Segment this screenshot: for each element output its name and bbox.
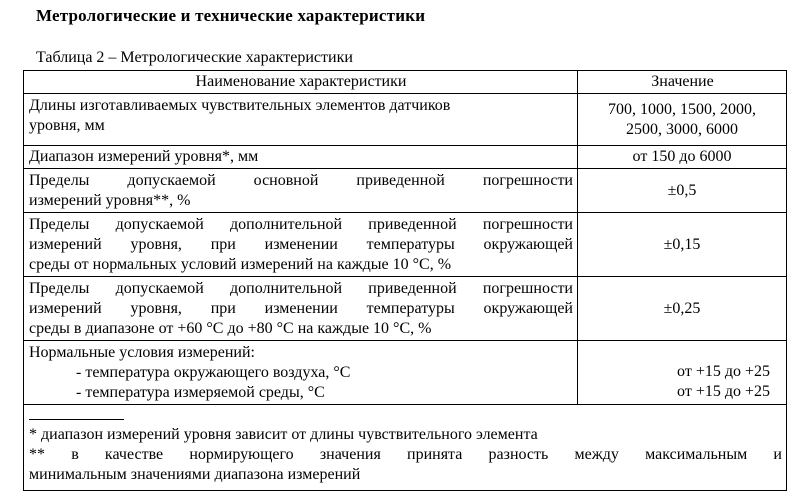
normal-conditions-name-cell [24,341,578,405]
add-error-ambient-name-cell [24,213,578,277]
spacer-line [578,342,786,362]
text-line: Длины изготавливаемых чувствительных элементов датчиков [29,97,451,114]
table-row-normal-conditions [24,341,787,405]
text-line: 700, 1000, 1500, 2000, [608,100,756,118]
text-line: измерений уровня, при изменении температуры окружающей [29,236,573,253]
text-line: от +15 до +25 [677,363,770,380]
table-header-row [24,71,787,94]
text-line: Пределы допускаемой основной приведенной погрешности [29,172,573,189]
text-line: уровня, мм [29,117,105,134]
text-line: измерений уровня**, % [29,192,191,209]
page-title: Метрологические и технические характеристики [36,6,426,25]
table-caption: Таблица 2 – Метрологические характеристики [36,49,353,66]
header-cell-name: Наименование характеристики [24,71,578,94]
text-line: 2500, 3000, 6000 [626,120,738,138]
table-row-range [24,146,787,169]
footnote-2-line1: ** в качестве нормирующего значения принята разность между максимальным и [29,446,782,463]
table-row-footnotes [24,405,787,491]
table-row-add-error-range [24,277,787,341]
lengths-name-cell [24,94,578,146]
footnote-separator [29,419,124,420]
table-row-add-error-ambient [24,213,787,277]
footnote-1: * диапазон измерений уровня зависит от длины чувствительного элемента [29,426,538,443]
footnotes-cell [24,405,787,491]
basic-error-value-cell: ±0,5 [578,169,787,213]
text-line: среды от нормальных условий измерений на каждые 10 °С, % [29,256,452,273]
add-error-ambient-value-cell: ±0,15 [578,213,787,277]
table-row-basic-error [24,169,787,213]
basic-error-name-cell [24,169,578,213]
text-line: Пределы допускаемой дополнительной приведенной погрешности [29,216,573,233]
normal-conditions-value-cell [578,341,787,405]
text-line: измерений уровня, при изменении температуры окружающей [29,300,573,317]
text-line: - температура окружающего воздуха, °С [76,364,351,381]
metrology-table [23,70,787,491]
lengths-value-cell [578,94,787,146]
add-error-range-name-cell [24,277,578,341]
text-line: - температура измеряемой среды, °С [76,384,325,401]
header-cell-value: Значение [578,71,787,94]
table-row-lengths [24,94,787,146]
footnote-2-line2: минимальным значениями диапазона измерений [29,466,361,483]
range-name-cell: Диапазон измерений уровня*, мм [24,146,578,169]
range-value-cell: от 150 до 6000 [578,146,787,169]
text-line: среды в диапазоне от +60 °С до +80 °С на каждые 10 °С, % [29,320,432,337]
add-error-range-value-cell: ±0,25 [578,277,787,341]
text-line: Пределы допускаемой дополнительной приведенной погрешности [29,280,573,297]
text-line: Нормальные условия измерений: [29,344,255,361]
text-line: от +15 до +25 [677,383,770,400]
